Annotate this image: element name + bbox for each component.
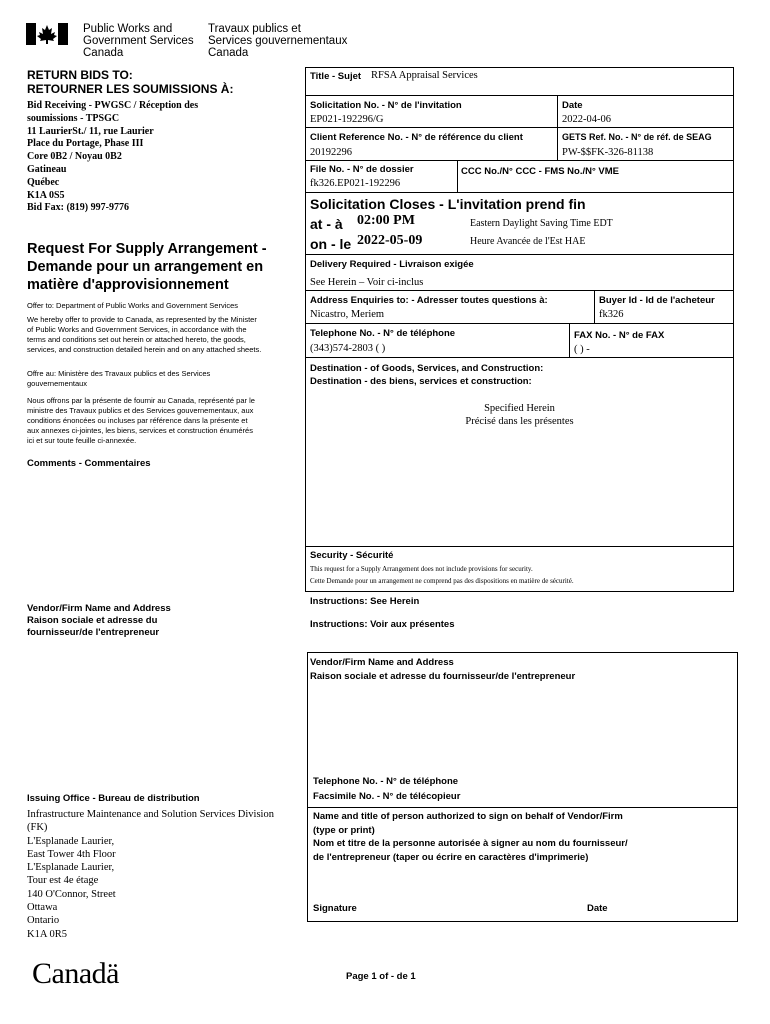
canada-wordmark: Canadä	[32, 957, 119, 990]
solicitation-label: Solicitation No. - N° de l'invitation	[310, 100, 462, 111]
buyer-id-value: fk326	[599, 309, 624, 320]
gets-ref-label: GETS Ref. No. - N° de réf. de SEAG	[562, 132, 712, 142]
vendor-fax-label: Facsimile No. - N° de télécopieur	[313, 791, 461, 802]
security-text-en: This request for a Supply Arrangement does not include provisions for security.	[310, 565, 533, 573]
on-label: on - le	[310, 236, 352, 252]
vendor-box-label: Vendor/Firm Name and Address Raison sociale et adresse du fournisseur/de l'entrepreneur	[310, 657, 576, 682]
buyer-id-label: Buyer Id - Id de l'acheteur	[599, 295, 715, 306]
address-enquiries-value: Nicastro, Meriem	[310, 309, 385, 320]
date-label: Date	[562, 100, 583, 111]
signature-date-label: Date	[587, 903, 608, 914]
at-label: at - à	[310, 216, 343, 232]
date-value: 2022-04-06	[562, 114, 611, 125]
solicitation-value: EP021-192296/G	[310, 114, 384, 125]
security-text-fr: Cette Demande pour un arrangement ne comprend pas des dispositions en matière de sécurité.	[310, 577, 574, 585]
vendor-left-label: Vendor/Firm Name and Address Raison sociale et adresse du fournisseur/de l'entrepreneur	[27, 603, 171, 638]
closes-label: Solicitation Closes - L'invitation prend fin	[310, 196, 586, 212]
offer-text-en: We hereby offer to provide to Canada, as represented by the Minister of Public Works and Government Services, in accordance with the terms and conditions set out herein or attached hereto, the goods, services, and construction detailed herein and on any attached sheets.	[27, 315, 262, 354]
instructions-en: Instructions: See Herein	[310, 596, 420, 607]
signature-label: Signature	[313, 903, 357, 914]
security-label: Security - Sécurité	[310, 550, 394, 561]
title-value: RFSA Appraisal Services	[371, 70, 478, 81]
destination-value: Specified Herein Précisé dans les présentes	[465, 403, 574, 427]
ccc-label: CCC No./N° CCC - FMS No./N° VME	[461, 166, 620, 177]
issuing-office-address: Infrastructure Maintenance and Solution Services Division (FK) L'Esplanade Laurier, East Tower 4th Floor L'Esplanade Laurier, Tour est 4e étage 140 O'Connor, Street Ottawa Ontario K1A 0R5	[27, 809, 274, 940]
offer-heading-fr: Offre au: Ministère des Travaux publics et des Services gouvernementaux	[27, 369, 211, 388]
authorized-signer-field[interactable]	[310, 868, 734, 898]
title-label: Title - Sujet	[310, 71, 362, 82]
department-name-fr: Travaux publics et Services gouvernementaux Canada	[208, 23, 348, 59]
department-name-en: Public Works and Government Services Canada	[83, 23, 194, 59]
return-bids-address: Bid Receiving - PWGSC / Réception des soumissions - TPSGC 11 LaurierSt./ 11, rue Laurier Place du Portage, Phase III Core 0B2 / Noyau 0B2 Gatineau Québec K1A 0S5 Bid Fax: (819) 997-9776	[27, 100, 199, 214]
client-ref-label: Client Reference No. - N° de référence du client	[310, 132, 523, 143]
client-ref-value: 20192296	[310, 147, 352, 158]
telephone-value: (343)574-2803 ( )	[310, 343, 386, 354]
fax-label: FAX No. - N° de FAX	[574, 330, 665, 341]
request-title: Request For Supply Arrangement - Demande pour un arrangement en matière d'approvisionnement	[27, 241, 267, 293]
comments-label: Comments - Commentaires	[27, 458, 151, 469]
delivery-label: Delivery Required - Livraison exigée	[310, 259, 474, 270]
return-bids-title: RETURN BIDS TO: RETOURNER LES SOUMISSIONS À:	[27, 68, 234, 96]
close-date: 2022-05-09	[357, 233, 423, 248]
fax-value: ( ) -	[574, 344, 590, 355]
destination-label: Destination - of Goods, Services, and Construction: Destination - des biens, services et construction:	[310, 363, 544, 387]
file-no-label: File No. - N° de dossier	[310, 164, 414, 175]
gets-ref-value: PW-$$FK-326-81138	[562, 147, 654, 158]
vendor-name-address-field[interactable]	[310, 688, 734, 774]
address-enquiries-label: Address Enquiries to: - Adresser toutes questions à:	[310, 295, 548, 306]
page-number: Page 1 of - de 1	[346, 971, 416, 982]
canada-flag-icon	[26, 23, 68, 45]
close-time: 02:00 PM	[357, 213, 415, 228]
offer-text-fr: Nous offrons par la présente de fournir au Canada, représenté par le ministre des Travaux publics et des Services gouvernementaux, aux conditions énoncées ou incluses par référence dans la présente et aux annexes ci-jointes, les biens, services et construction énumérés ici et sur toute feuille ci-annexée.	[27, 396, 255, 445]
timezone-en: Eastern Daylight Saving Time EDT	[470, 218, 613, 229]
instructions-fr: Instructions: Voir aux présentes	[310, 619, 455, 630]
issuing-office-label: Issuing Office - Bureau de distribution	[27, 793, 200, 804]
delivery-value: See Herein – Voir ci-inclus	[310, 277, 424, 288]
telephone-label: Telephone No. - N° de téléphone	[310, 328, 456, 339]
timezone-fr: Heure Avancée de l'Est HAE	[470, 236, 586, 247]
offer-heading-en: Offer to: Department of Public Works and Government Services	[27, 301, 239, 310]
file-no-value: fk326.EP021-192296	[310, 178, 401, 189]
authorized-signer-label: Name and title of person authorized to sign on behalf of Vendor/Firm (type or print) Nom et titre de la personne autorisée à signer au nom du fournisseur/ de l'entrepreneur (taper ou écrire en caractères d'imprimerie)	[313, 811, 628, 863]
vendor-telephone-label: Telephone No. - N° de téléphone	[313, 776, 459, 787]
